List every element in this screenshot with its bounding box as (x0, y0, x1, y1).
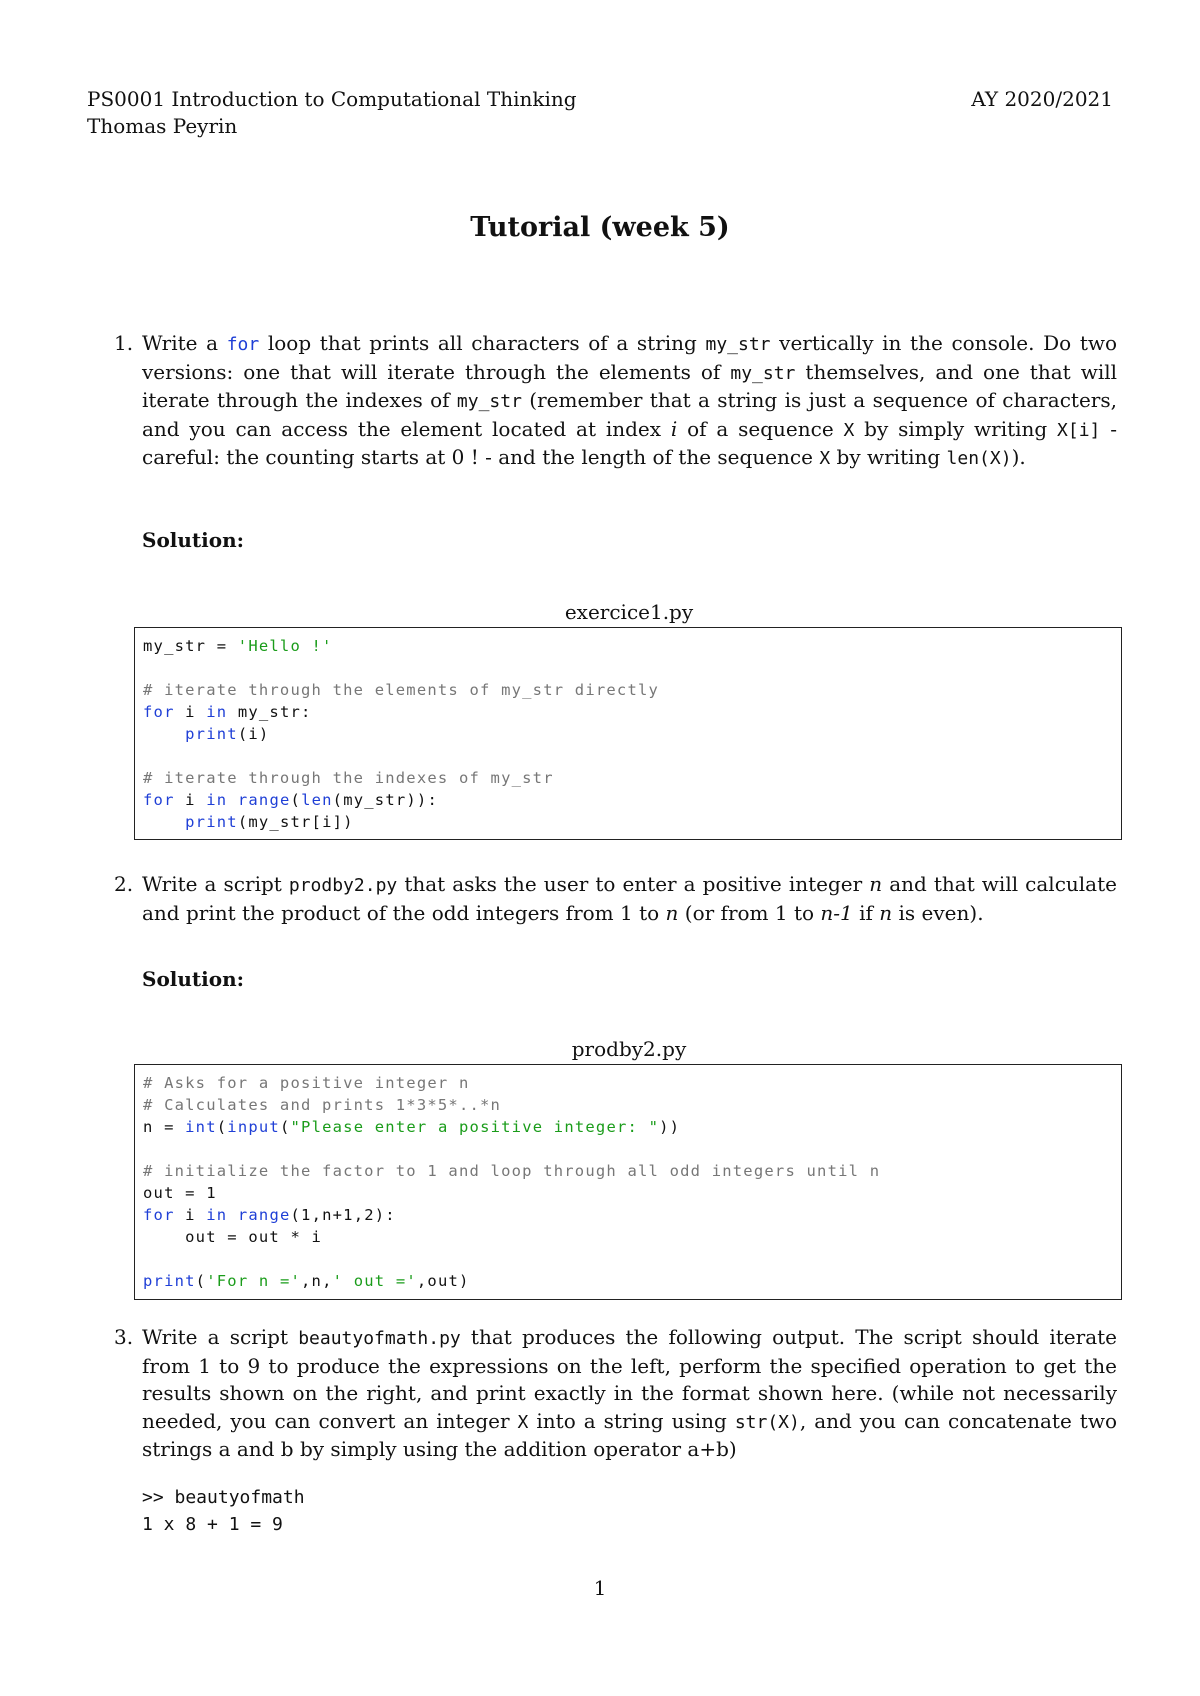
page-title: Tutorial (week 5) (470, 212, 730, 243)
code-line: print('For n =',n,' out =',out) (143, 1272, 470, 1290)
code-line: for i in my_str: (143, 703, 312, 721)
text: vertically in the console. Do two versions: one that will iterate through the elements of (142, 331, 1118, 384)
output-line: >> beautyofmath (142, 1487, 305, 1508)
text: (remember that a string is just a sequence of characters, and you can access the element located at index (142, 388, 1117, 441)
code-caption: prodby2.py (571, 1037, 687, 1061)
code-line (143, 745, 1113, 767)
question-2 (87, 871, 1117, 927)
text: loop that prints all characters of a string (259, 331, 706, 355)
text: Write a script (142, 1325, 299, 1349)
inline-code: prodby2.py (288, 875, 398, 896)
code-line: out = out * i (143, 1228, 323, 1246)
inline-code: beautyofmath.py (298, 1328, 461, 1349)
inline-code: my_str (456, 391, 522, 412)
code-comment: # iterate through the indexes of my_str (143, 769, 554, 787)
question-1 (87, 330, 1117, 473)
inline-code: len(X) (946, 448, 1012, 469)
output-line: 1 x 8 + 1 = 9 (142, 1514, 283, 1535)
code-listing (134, 627, 1122, 840)
code-caption: exercice1.py (564, 600, 694, 624)
text: into a string using (528, 1408, 735, 1433)
text: and that will calculate and print the product of the odd integers from 1 to (142, 872, 1117, 925)
code-line: print(i) (185, 725, 270, 743)
math-var: n (879, 900, 893, 925)
text: of a sequence (677, 416, 844, 441)
text: that produces the following output. The script should iterate from 1 to 9 to produce the expressions on the left, perform the specified operation to get the results shown on the right, and print exactly in the format shown here. (while not necessarily needed, you can convert an integer (142, 1325, 1118, 1433)
text: themselves, and one that will iterate through the indexes of (142, 359, 1118, 412)
text: Write a (142, 331, 227, 355)
inline-code: X (819, 448, 831, 469)
question-number: 2. (114, 872, 134, 896)
solution-label: Solution: (142, 967, 245, 991)
math-var: n (869, 872, 883, 896)
text: ). (1011, 445, 1026, 469)
inline-code: my_str (705, 334, 771, 355)
question-text (142, 871, 1117, 927)
inline-code: for (226, 334, 260, 355)
code-line: my_str = 'Hello !' (143, 637, 333, 655)
math-var: n-1 (820, 900, 853, 925)
text: Write a script (142, 872, 289, 896)
code-line (143, 1138, 1113, 1160)
text: , and you can concatenate two strings a and b by simply using the addition operator a+b) (142, 1408, 1117, 1461)
code-line: for i in range(1,n+1,2): (143, 1206, 396, 1224)
text: - careful: the counting starts at 0 ! - and the length of the sequence (142, 416, 1117, 469)
text: if (852, 900, 880, 925)
question-number: 3. (114, 1325, 134, 1349)
code-listing (134, 1064, 1122, 1300)
inline-code: X (517, 1411, 529, 1433)
question-number: 1. (114, 331, 134, 355)
inline-code: my_str (730, 362, 796, 384)
code-comment: # initialize the factor to 1 and loop through all odd integers until n (143, 1162, 881, 1180)
math-var: n (665, 900, 679, 925)
text: is even). (892, 900, 984, 925)
text: by simply writing (854, 416, 1058, 441)
page-header (87, 86, 1113, 140)
code-line: out = 1 (143, 1184, 217, 1202)
solution-label: Solution: (142, 528, 245, 552)
text: (or from 1 to (678, 900, 821, 925)
code-comment: # Asks for a positive integer n (143, 1074, 470, 1092)
code-comment: # iterate through the elements of my_str directly (143, 681, 660, 699)
math-var: i (670, 416, 678, 441)
inline-code: X (843, 419, 855, 441)
question-text (142, 330, 1117, 473)
inline-code: str(X) (734, 1411, 800, 1433)
course-title: PS0001 Introduction to Computational Thinking (87, 87, 577, 111)
author-name: Thomas Peyrin (87, 114, 238, 138)
question-text (142, 1324, 1117, 1464)
text: by writing (830, 445, 947, 469)
question-3 (87, 1324, 1117, 1464)
academic-year: AY 2020/2021 (971, 87, 1113, 111)
code-line: n = int(input("Please enter a positive integer: ")) (143, 1118, 681, 1136)
code-comment: # Calculates and prints 1*3*5*..*n (143, 1096, 502, 1114)
code-line (143, 1248, 1113, 1270)
code-line: print(my_str[i]) (185, 813, 354, 831)
text: that asks the user to enter a positive integer (397, 872, 870, 896)
page-number: 1 (593, 1576, 607, 1600)
inline-code: X[i] (1057, 419, 1101, 441)
code-line: for i in range(len(my_str)): (143, 791, 438, 809)
console-output (142, 1484, 305, 1538)
code-line (143, 657, 1113, 679)
